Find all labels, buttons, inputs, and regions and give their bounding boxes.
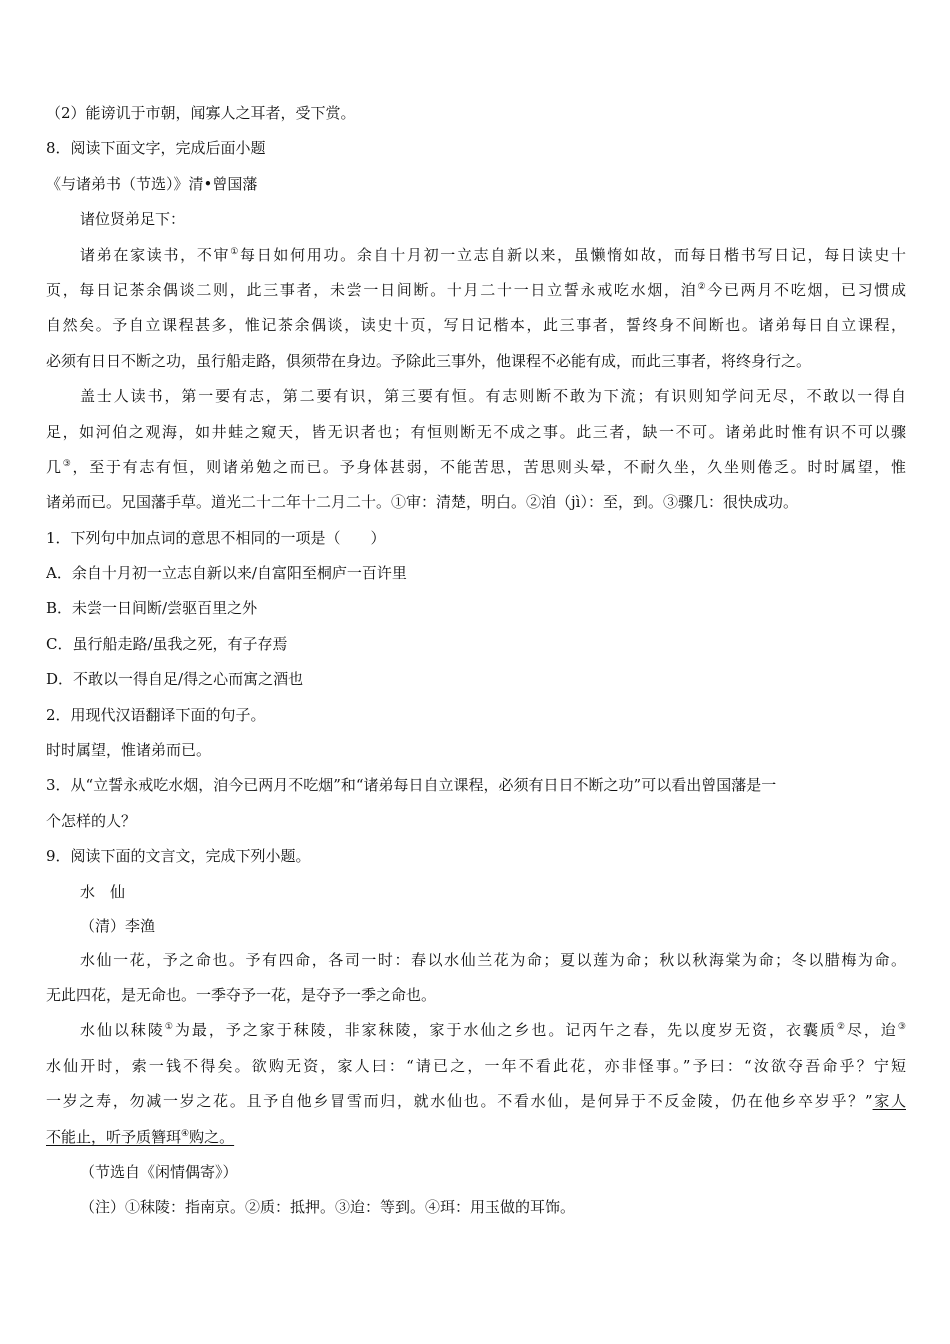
- q9-author: （清）李渔: [80, 916, 156, 935]
- q9-passage-title: 水 仙: [80, 882, 126, 901]
- footnote-marker: ①: [230, 246, 240, 257]
- q8-para1-line4: 必须有日日不断之功，虽行船走路，俱须带在身边。予除此三事外，他课程不必能有成，而此三事者，将终身行之。: [46, 351, 812, 370]
- q9-intro: 9．阅读下面的文言文，完成下列小题。: [46, 847, 311, 866]
- q8-sub-question-2: 2．用现代汉语翻译下面的句子。: [46, 705, 266, 724]
- underlined-sentence-start: 家人: [872, 1092, 906, 1111]
- q8-para2-line4: 诸弟而已。兄国藩手草。道光二十二年十二月二十。①审：清楚，明白。②洎（jì）：至，到。③骤几：很快成功。: [46, 493, 798, 512]
- q8-sub-question-3-line1: 3．从“立誓永戒吃水烟，洎今已两月不吃烟”和“诸弟每日自立课程，必须有日日不断之功”可以看出曾国藩是一: [46, 776, 777, 795]
- q8-intro: 8．阅读下面文字，完成后面小题: [46, 139, 266, 158]
- q9-para1-line2: 无此四花，是无命也。一季夺予一花，是夺予一季之命也。: [46, 985, 437, 1004]
- q9-para2-line1: 水仙以秣陵①为最，予之家于秣陵，非家秣陵，家于水仙之乡也。记丙午之春，先以度岁无资，衣囊质②尽，迨③: [80, 1021, 906, 1040]
- footnote-marker: ③: [897, 1022, 906, 1033]
- q8-para2-line3: 几③，至于有志有恒，则诸弟勉之而已。予身体甚弱，不能苦思，苦思则头晕，不耐久坐，久坐则倦乏。时时属望，惟: [46, 457, 906, 476]
- q8-sub-question-2-sentence: 时时属望，惟诸弟而已。: [46, 741, 212, 760]
- q8-sub-question-1: 1．下列句中加点词的意思不相同的一项是（ ）: [46, 528, 386, 547]
- underlined-sentence-end: 不能止，听予质簪珥④购之。: [46, 1127, 235, 1146]
- document-page: [46, 96, 906, 1226]
- q8-para2-line1: 盖士人读书，第一要有志，第二要有识，第三要有恒。有志则断不敢为下流；有识则知学问无尽，不敢以一得自: [80, 387, 906, 406]
- q8-para1-line1: 诸弟在家读书，不审①每日如何用功。余自十月初一立志自新以来，虽懒惰如故，而每日楷书写日记，每日读史十: [80, 245, 906, 264]
- q8-option-b: B．未尝一日间断/尝驱百里之外: [46, 599, 258, 618]
- q8-option-d: D．不敢以一得自足/得之心而寓之酒也: [46, 670, 304, 689]
- footnote-marker: ④: [181, 1128, 190, 1139]
- q7-translation-sentence-2: （2）能谤讥于市朝，闻寡人之耳者，受下赏。: [46, 104, 356, 122]
- q8-option-a: A．余自十月初一立志自新以来/自富阳至桐庐一百许里: [46, 564, 407, 583]
- footnote-marker: ③: [62, 458, 73, 469]
- q8-sub-question-3-line2: 个怎样的人？: [46, 811, 137, 830]
- q9-source: （节选自《闲情偶寄》）: [80, 1162, 238, 1181]
- q8-option-c: C．虽行船走路/虽我之死，有子存焉: [46, 634, 288, 653]
- footnote-marker: ②: [697, 281, 708, 292]
- q8-passage-title: 《与诸弟书（节选）》清•曾国藩: [46, 174, 258, 193]
- footnote-marker: ①: [164, 1022, 175, 1033]
- q8-para2-line2: 足，如河伯之观海，如井蛙之窥天，皆无识者也；有恒则断无不成之事。此三者，缺一不可。诸弟此时惟有识不可以骤: [46, 422, 906, 441]
- q9-para2-line2: 水仙开时，索一钱不得矣。欲购无资，家人曰：“请已之，一年不看此花，亦非怪事。”予曰：“汝欲夺吾命乎？宁短: [46, 1056, 906, 1075]
- q8-salutation: 诸位贤弟足下：: [80, 210, 186, 229]
- q9-para2-line3: 一岁之寿，勿减一岁之花。且予自他乡冒雪而归，就水仙也。不看水仙，是何异于不反金陵，仍在他乡卒岁乎？”家人: [46, 1092, 906, 1111]
- q8-para1-line3: 自然矣。予自立课程甚多，惟记茶余偶谈，读史十页，写日记楷本，此三事者，誓终身不间断也。诸弟每日自立课程，: [46, 316, 906, 335]
- q8-para1-line2: 页，每日记茶余偶谈二则，此三事者，未尝一日间断。十月二十一日立誓永戒吃水烟，洎②今已两月不吃烟，已习惯成: [46, 280, 906, 299]
- q9-para1-line1: 水仙一花，予之命也。予有四命，各司一时：春以水仙兰花为命；夏以莲为命；秋以秋海棠为命；冬以腊梅为命。: [80, 950, 906, 969]
- q9-notes: （注）①秣陵：指南京。②质：抵押。③迨：等到。④珥：用玉做的耳饰。: [80, 1198, 576, 1217]
- footnote-marker: ②: [836, 1022, 847, 1033]
- q9-para2-line4: [46, 1120, 906, 1155]
